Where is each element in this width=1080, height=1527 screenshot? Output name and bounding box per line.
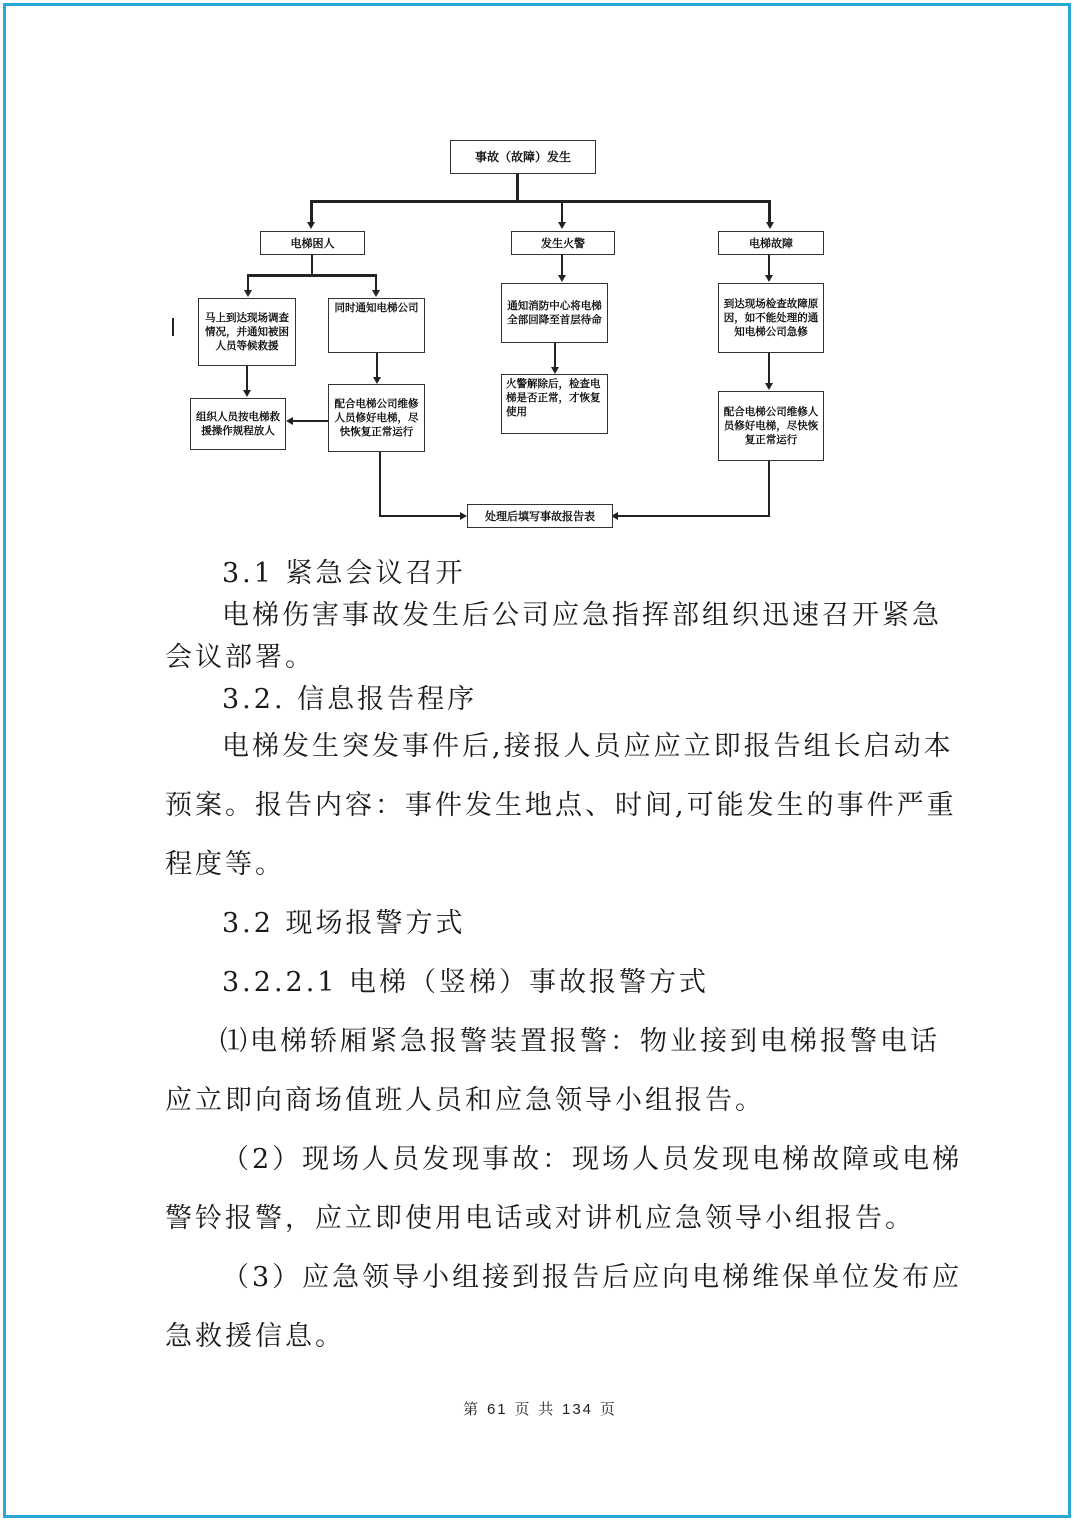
node-fire: 发生火警 (511, 231, 615, 255)
node-b2-step1: 通知消防中心将电梯全部回降至首层待命 (501, 283, 608, 343)
paragraph-4-line-1: （2）现场人员发现事故：现场人员发现电梯故障或电梯 (222, 1144, 963, 1175)
flowchart (150, 120, 850, 540)
heading-3-1: 3.1 紧急会议召开 (222, 558, 466, 589)
node-report: 处理后填写事故报告表 (467, 504, 613, 528)
node-b1-right2: 配合电梯公司维修人员修好电梯，尽快恢复正常运行 (328, 384, 425, 452)
page-number: 61 (486, 1401, 508, 1418)
node-b1-left2: 组织人员按电梯救援操作规程放人 (190, 398, 286, 450)
node-accident: 事故（故障）发生 (450, 140, 596, 174)
paragraph-5-line-2: 急救援信息。 (165, 1321, 345, 1352)
paragraph-1-line-1: 电梯伤害事故发生后公司应急指挥部组织迅速召开紧急 (222, 600, 942, 631)
paragraph-1-line-2: 会议部署。 (165, 642, 315, 673)
page-footer: 第 61 页 共 134 页 (463, 1400, 617, 1418)
node-b1-left: 马上到达现场调查情况，并通知被困人员等候救援 (198, 298, 296, 366)
page-total: 134 (562, 1401, 594, 1418)
node-b2-step2: 火警解除后，检查电梯是否正常，才恢复使用 (501, 374, 608, 434)
paragraph-2-line-3: 程度等。 (165, 849, 285, 880)
node-b3-step1: 到达现场检查故障原因，如不能处理的通知电梯公司急修 (718, 283, 824, 353)
paragraph-2-line-1: 电梯发生突发事件后,接报人员应应立即报告组长启动本 (222, 731, 954, 762)
node-fault: 电梯故障 (718, 231, 824, 255)
node-b3-step2: 配合电梯公司维修人员修好电梯，尽快恢复正常运行 (718, 391, 824, 461)
paragraph-5-line-1: （3）应急领导小组接到报告后应向电梯维保单位发布应 (222, 1262, 963, 1293)
node-b1-right: 同时通知电梯公司 (328, 298, 425, 353)
heading-3-2-2-1: 3.2.2.1 电梯（竖梯）事故报警方式 (222, 967, 710, 998)
node-trapped: 电梯困人 (260, 231, 365, 255)
paragraph-3-line-2: 应立即向商场值班人员和应急领导小组报告。 (165, 1085, 765, 1116)
cursor-mark (172, 318, 174, 336)
paragraph-2-line-2: 预案。报告内容：事件发生地点、时间,可能发生的事件严重 (165, 790, 957, 821)
paragraph-3-line-1: ⑴电梯轿厢紧急报警装置报警：物业接到电梯报警电话 (220, 1026, 940, 1057)
paragraph-4-line-2: 警铃报警，应立即使用电话或对讲机应急领导小组报告。 (165, 1203, 915, 1234)
heading-3-2-alarm: 3.2 现场报警方式 (222, 908, 466, 939)
heading-3-2: 3.2. 信息报告程序 (222, 684, 478, 715)
